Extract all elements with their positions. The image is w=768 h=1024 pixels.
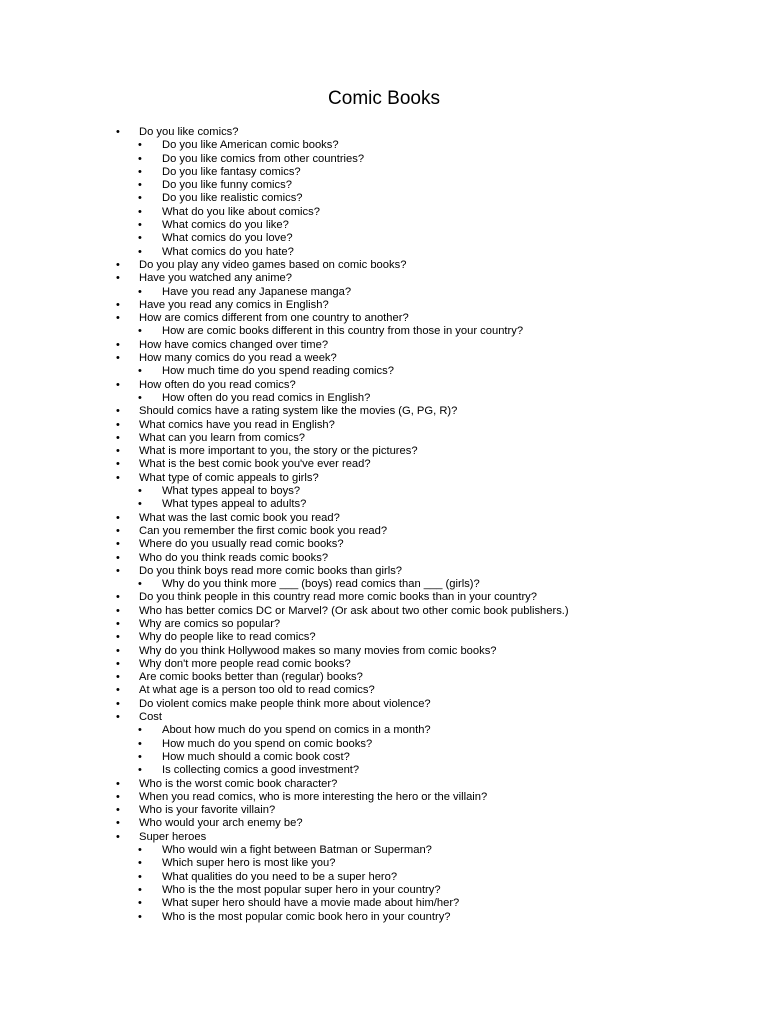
question-item: • What comics have you read in English? <box>0 419 768 432</box>
question-item: • How many comics do you read a week? <box>0 352 768 365</box>
question-item: • Do you like comics? <box>0 126 768 139</box>
sub-question-item: • What comics do you hate? <box>0 246 768 259</box>
question-item: • Who would your arch enemy be? <box>0 817 768 830</box>
question-item: • Are comic books better than (regular) books? <box>0 671 768 684</box>
question-item: • Who is the worst comic book character? <box>0 778 768 791</box>
question-item: • What type of comic appeals to girls? <box>0 472 768 485</box>
question-item: • What is the best comic book you've ever read? <box>0 458 768 471</box>
sub-question-item: • What comics do you like? <box>0 219 768 232</box>
question-item: • Have you read any comics in English? <box>0 299 768 312</box>
question-item: • How are comics different from one country to another? <box>0 312 768 325</box>
question-item: • How have comics changed over time? <box>0 339 768 352</box>
sub-question-item: • Do you like American comic books? <box>0 139 768 152</box>
sub-question-item: • Do you like realistic comics? <box>0 192 768 205</box>
question-list <box>0 126 768 924</box>
question-item: • Cost <box>0 711 768 724</box>
sub-question-item: • What qualities do you need to be a super hero? <box>0 871 768 884</box>
sub-question-item: • Who would win a fight between Batman or Superman? <box>0 844 768 857</box>
sub-question-item: • How much should a comic book cost? <box>0 751 768 764</box>
question-item: • Why do you think Hollywood makes so many movies from comic books? <box>0 645 768 658</box>
question-item: • How often do you read comics? <box>0 379 768 392</box>
question-item: • At what age is a person too old to read comics? <box>0 684 768 697</box>
sub-question-item: • What types appeal to adults? <box>0 498 768 511</box>
question-item: • Where do you usually read comic books? <box>0 538 768 551</box>
sub-question-item: • What do you like about comics? <box>0 206 768 219</box>
sub-question-item: • What comics do you love? <box>0 232 768 245</box>
sub-question-item: • How much time do you spend reading comics? <box>0 365 768 378</box>
question-item: • What can you learn from comics? <box>0 432 768 445</box>
question-item: • Who is your favorite villain? <box>0 804 768 817</box>
question-item: • Have you watched any anime? <box>0 272 768 285</box>
sub-question-item: • How often do you read comics in English? <box>0 392 768 405</box>
question-item: • When you read comics, who is more interesting the hero or the villain? <box>0 791 768 804</box>
sub-question-item: • What types appeal to boys? <box>0 485 768 498</box>
sub-question-item: • Is collecting comics a good investment? <box>0 764 768 777</box>
sub-question-item: • How much do you spend on comic books? <box>0 738 768 751</box>
sub-question-item: • Have you read any Japanese manga? <box>0 286 768 299</box>
question-item: • Do you think boys read more comic books than girls? <box>0 565 768 578</box>
question-item: • Do you play any video games based on comic books? <box>0 259 768 272</box>
sub-question-item: • About how much do you spend on comics in a month? <box>0 724 768 737</box>
question-item: • Do violent comics make people think more about violence? <box>0 698 768 711</box>
question-item: • Why don't more people read comic books? <box>0 658 768 671</box>
question-item: • Who has better comics DC or Marvel? (Or ask about two other comic book publishers.) <box>0 605 768 618</box>
sub-question-item: • Who is the most popular comic book hero in your country? <box>0 911 768 924</box>
page-title: Comic Books <box>328 88 440 109</box>
question-item: • Who do you think reads comic books? <box>0 552 768 565</box>
sub-question-item: • Do you like comics from other countries? <box>0 153 768 166</box>
question-item: • Can you remember the first comic book you read? <box>0 525 768 538</box>
question-item: • Why are comics so popular? <box>0 618 768 631</box>
sub-question-item: • Who is the the most popular super hero in your country? <box>0 884 768 897</box>
sub-question-item: • Why do you think more ___ (boys) read comics than ___ (girls)? <box>0 578 768 591</box>
question-item: • Super heroes <box>0 831 768 844</box>
sub-question-item: • Do you like funny comics? <box>0 179 768 192</box>
question-item: • Why do people like to read comics? <box>0 631 768 644</box>
question-item: • What is more important to you, the story or the pictures? <box>0 445 768 458</box>
question-item: • Do you think people in this country read more comic books than in your country? <box>0 591 768 604</box>
sub-question-item: • How are comic books different in this country from those in your country? <box>0 325 768 338</box>
sub-question-item: • Do you like fantasy comics? <box>0 166 768 179</box>
sub-question-item: • What super hero should have a movie made about him/her? <box>0 897 768 910</box>
question-item: • What was the last comic book you read? <box>0 512 768 525</box>
sub-question-item: • Which super hero is most like you? <box>0 857 768 870</box>
question-item: • Should comics have a rating system like the movies (G, PG, R)? <box>0 405 768 418</box>
